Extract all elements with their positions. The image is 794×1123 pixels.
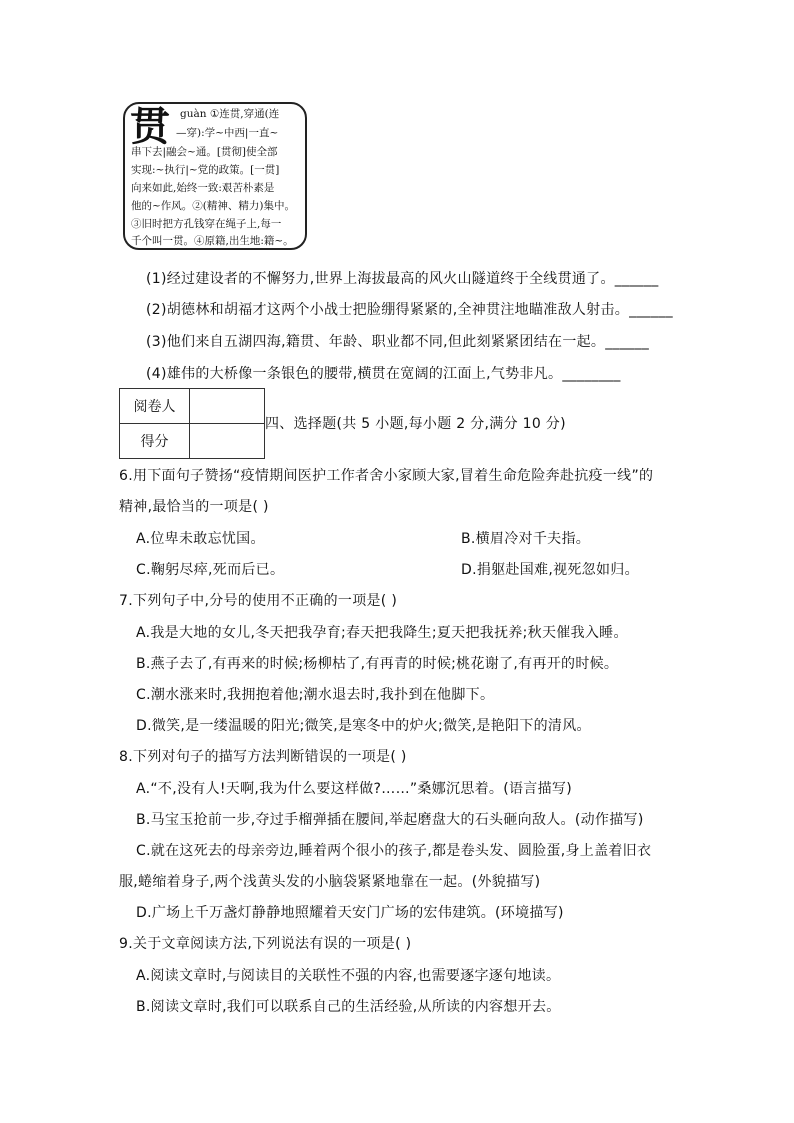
q7-option-d[interactable]: D.微笑,是一缕温暖的阳光;微笑,是寒冬中的炉火;微笑,是艳阳下的清风。 [136, 718, 591, 734]
question-item: (4)雄伟的大桥像一条银色的腰带,横贯在宽阔的江面上,气势非凡。________ [146, 366, 621, 382]
score-cell[interactable] [190, 424, 265, 459]
q7-option-a[interactable]: A.我是大地的女儿,冬天把我孕育;春天把我降生;夏天把我抚养;秋天催我入睡。 [136, 625, 628, 641]
q7-option-c[interactable]: C.潮水涨来时,我拥抱着他;潮水退去时,我扑到在他脚下。 [136, 687, 495, 703]
q8-option-b[interactable]: B.马宝玉抢前一步,夺过手榴弹插在腰间,举起磨盘大的石头砸向敌人。(动作描写) [136, 812, 644, 828]
q8-option-c[interactable]: C.就在这死去的母亲旁边,睡着两个很小的孩子,都是卷头发、圆脸蛋,身上盖着旧衣 [136, 843, 652, 859]
question-item: (2)胡德林和胡福才这两个小战士把脸绷得紧紧的,全神贯注地瞄准敌人射击。______ [146, 302, 673, 318]
dictionary-line: —穿):学~中西|一直~ [176, 127, 279, 139]
dictionary-line: 串下去|融会~通。[贯彻]使全部 [131, 146, 278, 158]
grader-cell[interactable] [190, 389, 265, 424]
dictionary-line: 实现:~执行|~党的政策。[一贯] [131, 164, 280, 176]
q7-option-b[interactable]: B.燕子去了,有再来的时候;杨柳枯了,有再青的时候;桃花谢了,有再开的时候。 [136, 656, 619, 672]
q6-stem: 6.用下面句子赞扬“疫情期间医护工作者舍小家顾大家,冒着生命危险奔赴抗疫一线”的 [119, 468, 654, 484]
dictionary-line: 向来如此,始终一致:艰苦朴素是 [131, 182, 275, 194]
question-item: (3)他们来自五湖四海,籍贯、年龄、职业都不同,但此刻紧紧团结在一起。______ [146, 334, 650, 350]
q6-option-a[interactable]: A.位卑未敢忘忧国。 [136, 531, 265, 547]
dictionary-line: 他的~作风。②(精神、精力)集中。 [131, 200, 295, 212]
section-title: 四、选择题(共 5 小题,每小题 2 分,满分 10 分) [265, 416, 566, 432]
q6-stem-cont: 精神,最恰当的一项是( ) [119, 499, 269, 515]
q9-option-a[interactable]: A.阅读文章时,与阅读目的关联性不强的内容,也需要逐字逐句地读。 [136, 968, 561, 984]
score-label: 得分 [120, 424, 190, 459]
dictionary-line: 千个叫一贯。④原籍,出生地:籍~。 [131, 235, 294, 247]
q9-stem: 9.关于文章阅读方法,下列说法有误的一项是( ) [119, 936, 412, 952]
q8-option-d[interactable]: D.广场上千万盏灯静静地照耀着天安门广场的宏伟建筑。(环境描写) [136, 905, 564, 921]
dictionary-line: guàn ①连贯,穿通(连 [180, 108, 280, 120]
q8-stem: 8.下列对句子的描写方法判断错误的一项是( ) [119, 749, 407, 765]
score-table [119, 388, 265, 459]
dictionary-line: ③旧时把方孔钱穿在绳子上,每一 [131, 218, 282, 230]
question-item: (1)经过建设者的不懈努力,世界上海拔最高的风火山隧道终于全线贯通了。______ [146, 271, 659, 287]
q6-option-d[interactable]: D.捐躯赴国难,视死忽如归。 [461, 562, 639, 578]
q6-option-c[interactable]: C.鞠躬尽瘁,死而后已。 [136, 562, 285, 578]
q8-option-c-cont[interactable]: 服,蜷缩着身子,两个浅黄头发的小脑袋紧紧地靠在一起。(外貌描写) [119, 874, 541, 890]
q6-option-b[interactable]: B.横眉冷对千夫指。 [461, 531, 591, 547]
q9-option-b[interactable]: B.阅读文章时,我们可以联系自己的生活经验,从所读的内容想开去。 [136, 999, 561, 1015]
grader-label: 阅卷人 [120, 389, 190, 424]
q7-stem: 7.下列句子中,分号的使用不正确的一项是( ) [119, 593, 398, 609]
q8-option-a[interactable]: A.“不,没有人!天啊,我为什么要这样做?……”桑娜沉思着。(语言描写) [136, 781, 572, 797]
dictionary-headword: 贯 [130, 103, 170, 150]
